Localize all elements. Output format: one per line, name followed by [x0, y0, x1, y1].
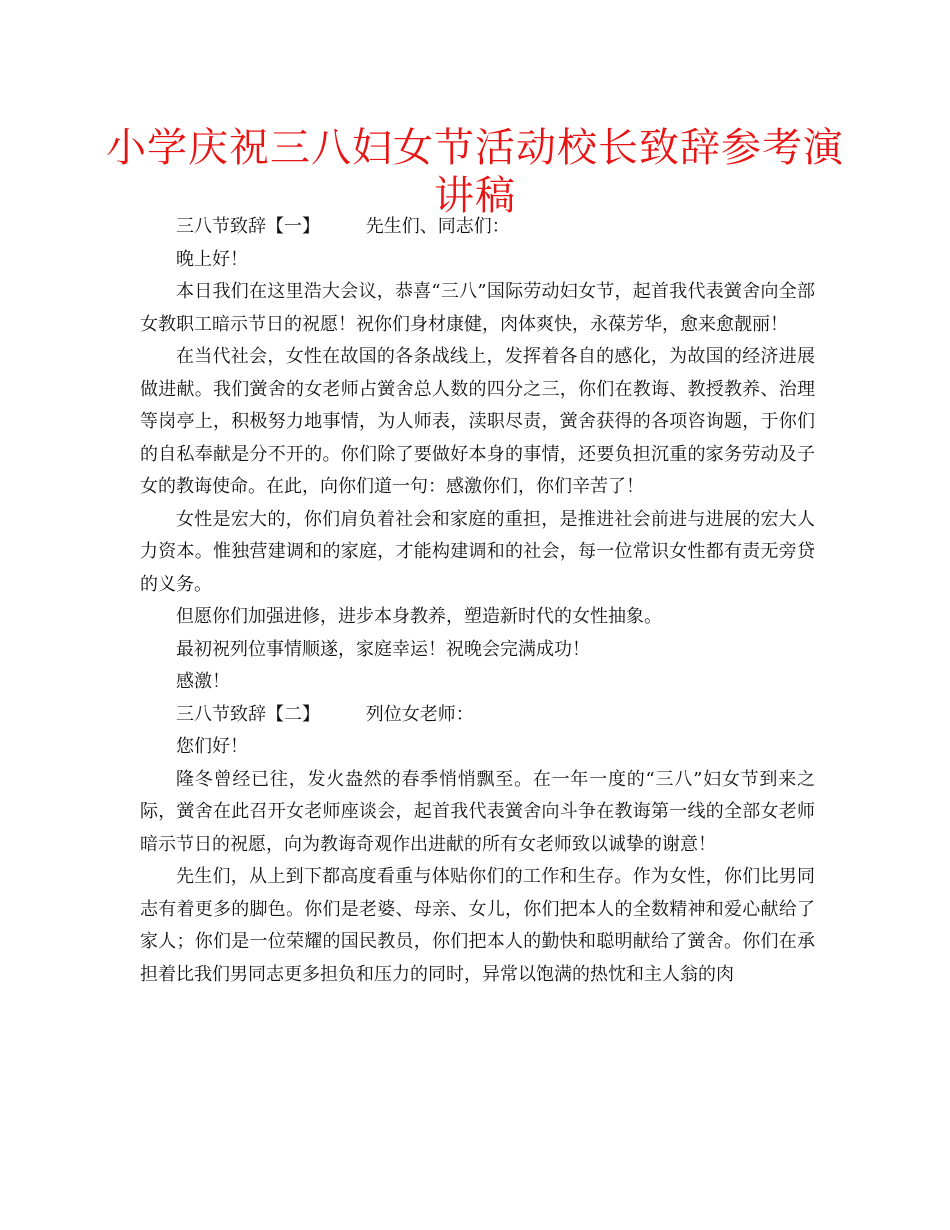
document-body	[140, 211, 815, 991]
section-heading-2: 三八节致辞【二】 列位女老师：	[176, 703, 474, 725]
paragraph: 在当代社会，女性在故国的各条战线上，发挥着各自的感化，为故国的经济进展做进献。我们黉舍的女老师占黉舍总人数的四分之三，你们在教诲、教授教养、治理等岗亭上，积极努力地事情，为人师表，渎职尽责，黉舍获得的各项咨询题，于你们的自私奉献是分不开的。你们除了要做好本身的事情，还要负担沉重的家务劳动及子女的教诲使命。在此，向你们道一句：感激你们，你们辛苦了！	[140, 346, 815, 497]
document-title-line-2: 讲稿	[434, 173, 516, 219]
section-heading-1: 三八节致辞【一】 先生们、同志们：	[176, 216, 510, 237]
paragraph: 隆冬曾经已往，发火盎然的春季悄悄飘至。在一年一度的“三八”妇女节到来之际，黉舍在此召开女老师座谈会，起首我代表黉舍向斗争在教诲第一线的全部女老师暗示节日的祝愿，向为教诲奇观作出进献的所有女老师致以诚挚的谢意！	[140, 768, 815, 855]
paragraph: 本日我们在这里浩大会议，恭喜“三八”国际劳动妇女节，起首我代表黉舍向全部女教职工暗示节日的祝愿！祝你们身材康健，肉体爽快，永葆芳华，愈来愈靓丽！	[140, 281, 815, 335]
paragraph-thanks: 感激！	[176, 671, 230, 692]
paragraph: 但愿你们加强进修，进步本身教养，塑造新时代的女性抽象。	[176, 606, 662, 627]
paragraph-greeting-1: 晚上好！	[176, 248, 248, 270]
paragraph: 先生们，从上到下都高度看重与体贴你们的工作和生存。作为女性，你们比男同志有着更多的脚色。你们是老婆、母亲、女儿，你们把本人的全数精神和爱心献给了家人；你们是一位荣耀的国民教员，你们把本人的勤快和聪明献给了黉舍。你们在承担着比我们男同志更多担负和压力的同时，异常以饱满的热忱和主人翁的肉	[140, 866, 815, 985]
document-title-line-1: 小学庆祝三八妇女节活动校长致辞参考演	[106, 125, 844, 171]
paragraph-greeting-2: 您们好！	[176, 736, 248, 757]
paragraph: 最初祝列位事情顺遂，家庭幸运！祝晚会完满成功！	[176, 638, 590, 660]
paragraph: 女性是宏大的，你们肩负着社会和家庭的重担，是推进社会前进与进展的宏大人力资本。惟独营建调和的家庭，才能构建调和的社会，每一位常识女性都有责无旁贷的义务。	[140, 508, 815, 595]
